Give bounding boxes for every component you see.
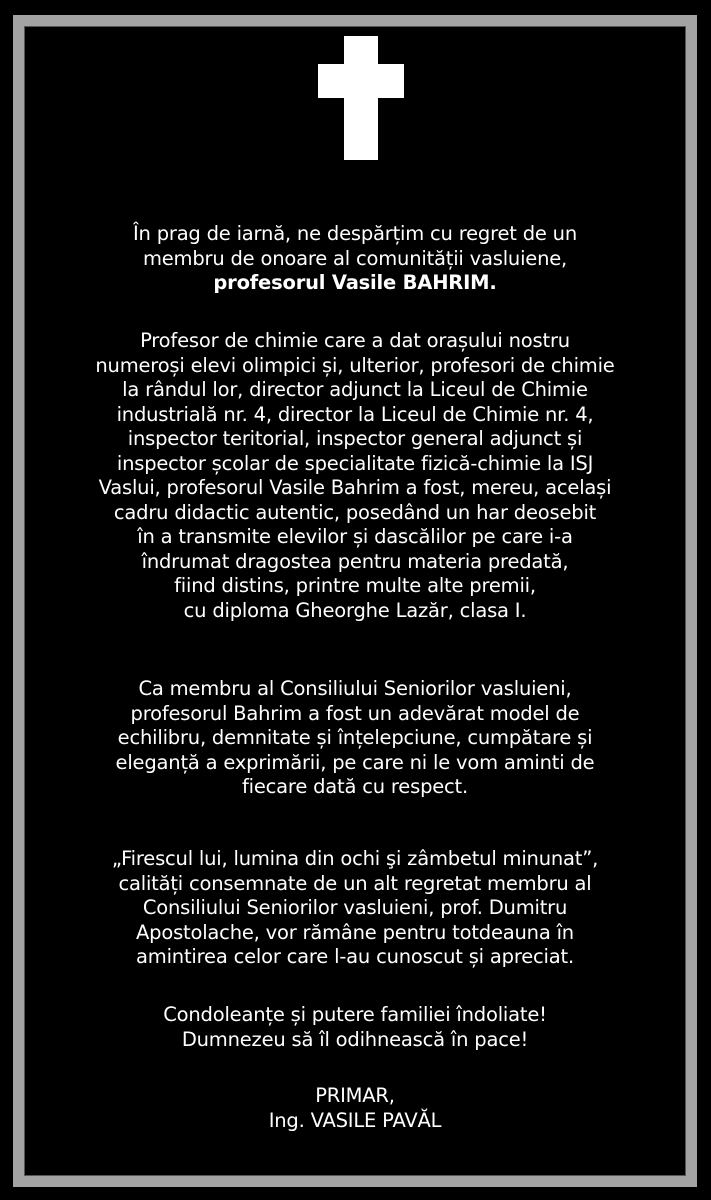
signature-name: Ing. VASILE PAVĂL	[268, 1108, 442, 1132]
text-line: membru de onoare al comunității vasluiene,	[142, 246, 568, 270]
text-line: fiecare dată cu respect.	[241, 775, 469, 798]
text-line: Dumnezeu să îl odihnească în pace!	[181, 1027, 529, 1051]
text-line: fiind distins, printre multe alte premii,	[174, 574, 536, 597]
text-line: Condoleanțe și putere familiei îndoliate!	[163, 1003, 547, 1026]
condolences-paragraph	[24, 1003, 686, 1052]
signature-block	[24, 1084, 686, 1133]
text-line: îndrumat dragostea pentru materia predată,	[141, 549, 569, 573]
intro-paragraph	[24, 222, 686, 296]
text-line: echilibru, demnitate și înțelepciune, cumpătare și	[117, 726, 593, 749]
text-line: eleganță a exprimării, pe care ni le vom aminti de	[115, 750, 595, 774]
text-line: calități consemnate de un alt regretat membru al	[118, 871, 592, 895]
text-line: numeroși elevi olimpici și, ulterior, profesori de chimie	[95, 353, 615, 377]
text-line: cadru didactic autentic, posedând un har deosebit	[113, 500, 597, 524]
council-paragraph	[24, 677, 686, 800]
deceased-name: profesorul Vasile BAHRIM.	[213, 271, 497, 294]
text-line: profesorul Bahrim a fost un adevărat model de	[130, 701, 580, 725]
text-line: În prag de iarnă, ne despărțim cu regret de un	[132, 222, 577, 245]
text-line: industrială nr. 4, director la Liceul de Chimie nr. 4,	[116, 402, 594, 426]
text-line: amintirea celor care l-au cunoscut și apreciat.	[136, 945, 574, 968]
text-line: inspector teritorial, inspector general adjunct și	[127, 427, 583, 450]
text-line: Ca membru al Consiliului Seniorilor vasluieni,	[138, 677, 572, 700]
text-line: Apostolache, vor rămâne pentru totdeauna în	[136, 920, 574, 944]
signature-title: PRIMAR,	[315, 1084, 395, 1107]
text-line: Profesor de chimie care a dat orașului nostru	[140, 329, 570, 352]
text-line: „Firescul lui, lumina din ochi şi zâmbetul minunat”,	[111, 847, 599, 870]
text-line: inspector școlar de specialitate fizică-chimie la ISJ	[116, 451, 594, 475]
text-line: Vaslui, profesorul Vasile Bahrim a fost, mereu, același	[98, 476, 612, 499]
text-line: în a transmite elevilor și dascălilor pe care i-a	[137, 525, 573, 548]
quote-paragraph	[24, 847, 686, 970]
cross-icon-arm	[318, 64, 404, 98]
career-paragraph	[24, 329, 686, 623]
cross-icon	[344, 36, 378, 160]
text-line: cu diploma Gheorghe Lazăr, clasa I.	[183, 598, 527, 622]
text-line: Consiliului Seniorilor vasluieni, prof. Dumitru	[142, 896, 568, 919]
text-line: la rândul lor, director adjunct la Liceul de Chimie	[122, 378, 588, 401]
